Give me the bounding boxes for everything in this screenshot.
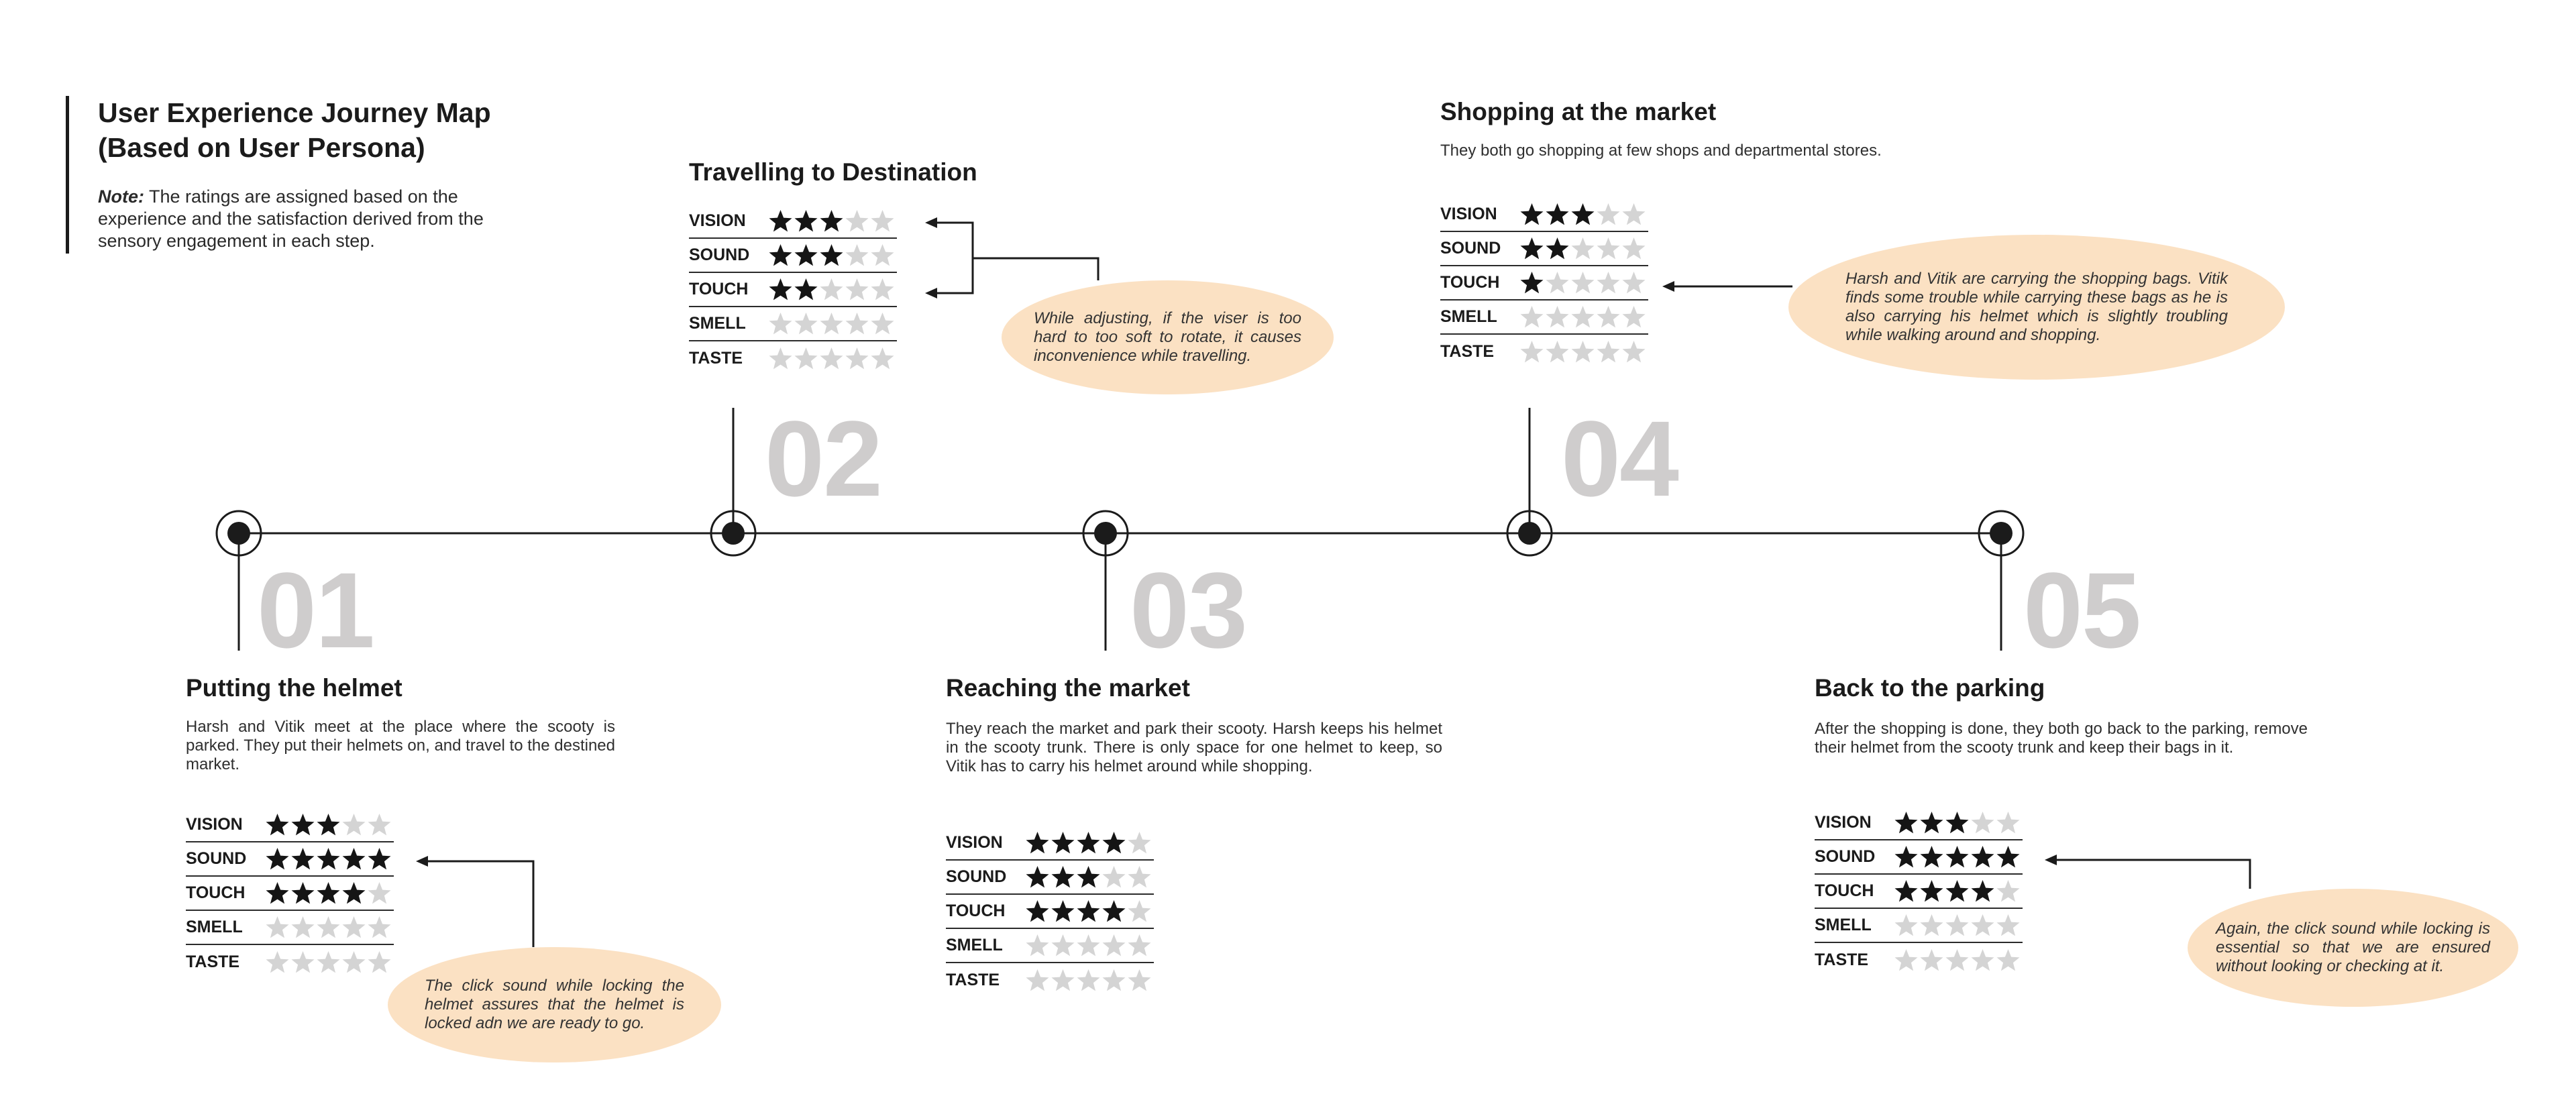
star-filled-icon (1996, 845, 2021, 869)
star-filled-icon (341, 881, 366, 905)
star-empty-icon (1570, 340, 1595, 364)
note-label: Note: (98, 186, 144, 207)
arrowhead-04 (1662, 281, 1674, 292)
star-filled-icon (1051, 865, 1075, 889)
star-rating (1519, 203, 1647, 226)
sense-label: TOUCH (1440, 273, 1500, 292)
rating-row-taste (1815, 943, 2023, 977)
star-filled-icon (265, 813, 290, 836)
annotation-text-05: Again, the click sound while locking is essential so that we are ensured without looking or checking at it. (2216, 920, 2490, 975)
star-empty-icon (870, 278, 895, 301)
step-number-02: 02 (765, 398, 881, 518)
rating-table-05 (1815, 806, 2023, 977)
star-empty-icon (1570, 271, 1595, 294)
sense-label: TOUCH (946, 901, 1006, 920)
star-empty-icon (845, 347, 869, 370)
star-filled-icon (316, 847, 341, 871)
sense-label: SMELL (1815, 916, 1872, 934)
star-rating (265, 881, 392, 905)
annotation-text-02: While adjusting, if the viser is too hard to too soft to rotate, it causes inconvenience while travelling. (1034, 309, 1301, 365)
rating-row-sound (1440, 232, 1648, 266)
star-filled-icon (768, 278, 793, 301)
step-number-04: 04 (1561, 398, 1678, 518)
rating-row-sound (1815, 840, 2023, 875)
star-empty-icon (1894, 914, 1919, 937)
star-filled-icon (265, 881, 290, 905)
rating-row-sound (186, 842, 394, 877)
step-desc-01: Harsh and Vitik meet at the place where the scooty is parked. They put their helmets on, and travel to the destined market. (186, 718, 615, 773)
star-rating (1025, 899, 1152, 923)
step-title-04: Shopping at the market (1440, 98, 1717, 125)
sense-label: TOUCH (1815, 881, 1874, 900)
connector-02 (932, 223, 1098, 280)
page-title-line-1: User Experience Journey Map (98, 97, 491, 128)
star-rating (1519, 305, 1647, 329)
star-filled-icon (1076, 865, 1101, 889)
annotation-bubble-04 (1788, 235, 2285, 380)
star-rating (1519, 271, 1647, 294)
sense-label: VISION (689, 211, 746, 230)
rating-table-04 (1440, 198, 1648, 369)
star-filled-icon (1545, 203, 1570, 226)
star-rating (1025, 831, 1152, 855)
star-empty-icon (1996, 879, 2021, 903)
star-empty-icon (1596, 271, 1621, 294)
star-empty-icon (341, 813, 366, 836)
sense-label: SOUND (1815, 847, 1876, 866)
star-rating (1894, 948, 2021, 972)
sense-label: TASTE (946, 971, 1000, 989)
sense-label: TOUCH (689, 280, 749, 298)
sense-label: TASTE (186, 952, 240, 971)
step-desc-04: They both go shopping at few shops and departmental stores. (1440, 142, 1882, 160)
rating-row-touch (1815, 875, 2023, 909)
rating-row-taste (946, 963, 1154, 997)
rating-row-sound (689, 239, 897, 273)
star-empty-icon (845, 243, 869, 267)
step-title-01: Putting the helmet (186, 674, 402, 702)
rating-row-taste (1440, 335, 1648, 369)
star-filled-icon (768, 209, 793, 233)
sense-label: VISION (1440, 205, 1497, 223)
star-filled-icon (341, 847, 366, 871)
star-empty-icon (290, 916, 315, 939)
star-empty-icon (1596, 203, 1621, 226)
star-rating (768, 243, 896, 267)
sense-label: SMELL (1440, 307, 1497, 326)
arrowhead-02b (925, 288, 937, 298)
star-empty-icon (341, 950, 366, 974)
star-empty-icon (1102, 934, 1126, 957)
star-empty-icon (870, 209, 895, 233)
star-empty-icon (1051, 934, 1075, 957)
step-desc-05: After the shopping is done, they both go back to the parking, remove their helmet from the scooty trunk and keep their bags in it. (1815, 720, 2308, 757)
rating-row-vision (1440, 198, 1648, 232)
star-empty-icon (768, 347, 793, 370)
rating-row-touch (1440, 266, 1648, 300)
star-empty-icon (794, 347, 818, 370)
star-filled-icon (290, 813, 315, 836)
star-rating (1519, 237, 1647, 260)
star-filled-icon (1919, 811, 1944, 834)
arrowhead-05 (2045, 855, 2057, 865)
star-empty-icon (316, 916, 341, 939)
rating-table-02 (689, 205, 897, 376)
star-empty-icon (1127, 865, 1152, 889)
star-empty-icon (794, 312, 818, 335)
star-filled-icon (1970, 879, 1995, 903)
star-empty-icon (367, 916, 392, 939)
star-filled-icon (1519, 271, 1544, 294)
star-empty-icon (1621, 305, 1646, 329)
star-empty-icon (1127, 831, 1152, 855)
star-rating (768, 312, 896, 335)
star-filled-icon (819, 209, 844, 233)
star-empty-icon (1996, 811, 2021, 834)
star-filled-icon (290, 847, 315, 871)
star-filled-icon (794, 209, 818, 233)
rating-row-sound (946, 861, 1154, 895)
star-empty-icon (1919, 914, 1944, 937)
star-filled-icon (290, 881, 315, 905)
star-rating (768, 278, 896, 301)
star-empty-icon (1970, 811, 1995, 834)
sense-label: TASTE (689, 349, 743, 368)
star-empty-icon (845, 278, 869, 301)
star-filled-icon (1102, 831, 1126, 855)
star-empty-icon (1996, 948, 2021, 972)
star-empty-icon (845, 209, 869, 233)
star-filled-icon (794, 243, 818, 267)
rating-row-touch (946, 895, 1154, 929)
star-empty-icon (341, 916, 366, 939)
star-empty-icon (845, 312, 869, 335)
step-title-05: Back to the parking (1815, 674, 2045, 702)
star-empty-icon (316, 950, 341, 974)
step-number-01: 01 (257, 550, 374, 670)
rating-row-smell (946, 929, 1154, 963)
star-empty-icon (367, 813, 392, 836)
star-filled-icon (768, 243, 793, 267)
sense-label: VISION (946, 833, 1003, 852)
step-number-03: 03 (1130, 550, 1246, 670)
star-rating (1025, 969, 1152, 992)
star-empty-icon (768, 312, 793, 335)
star-empty-icon (1970, 948, 1995, 972)
star-filled-icon (1519, 237, 1544, 260)
star-rating (1025, 934, 1152, 957)
step-desc-03: They reach the market and park their scooty. Harsh keeps his helmet in the scooty trunk. There is only space for one helmet to keep, so Vitik has to carry his helmet around while shopping. (946, 720, 1442, 775)
annotation-bubble-02 (1002, 280, 1334, 394)
star-empty-icon (1945, 948, 1970, 972)
star-filled-icon (367, 847, 392, 871)
page-title-line-2: (Based on User Persona) (98, 132, 425, 163)
star-empty-icon (1596, 305, 1621, 329)
star-filled-icon (316, 813, 341, 836)
sense-label: SOUND (689, 245, 750, 264)
star-empty-icon (1970, 914, 1995, 937)
annotation-text-04: Harsh and Vitik are carrying the shopping bags. Vitik finds some trouble while carrying these bags as he is also carrying his helmet which is slightly troubling while walking around and shopping. (1845, 270, 2228, 344)
star-empty-icon (1102, 969, 1126, 992)
star-rating (1894, 845, 2021, 869)
star-filled-icon (1025, 865, 1050, 889)
star-empty-icon (290, 950, 315, 974)
star-rating (265, 950, 392, 974)
step-number-05: 05 (2023, 550, 2140, 670)
star-filled-icon (265, 847, 290, 871)
rating-row-touch (689, 273, 897, 307)
sense-label: TASTE (1815, 950, 1869, 969)
star-empty-icon (1621, 340, 1646, 364)
star-rating (265, 916, 392, 939)
star-filled-icon (1076, 899, 1101, 923)
star-empty-icon (870, 312, 895, 335)
star-empty-icon (1051, 969, 1075, 992)
star-empty-icon (1127, 969, 1152, 992)
star-empty-icon (819, 347, 844, 370)
star-empty-icon (1621, 271, 1646, 294)
star-empty-icon (1127, 899, 1152, 923)
star-filled-icon (1894, 811, 1919, 834)
star-empty-icon (265, 916, 290, 939)
sense-label: TOUCH (186, 883, 246, 902)
sense-label: SOUND (1440, 239, 1501, 258)
star-filled-icon (1519, 203, 1544, 226)
star-empty-icon (1025, 934, 1050, 957)
star-empty-icon (819, 312, 844, 335)
star-empty-icon (1621, 237, 1646, 260)
rating-table-03 (946, 826, 1154, 997)
star-filled-icon (1025, 831, 1050, 855)
star-empty-icon (1894, 948, 1919, 972)
sense-label: VISION (1815, 813, 1872, 832)
star-empty-icon (1996, 914, 2021, 937)
connector-02b (932, 258, 973, 293)
sense-label: TASTE (1440, 342, 1495, 361)
star-rating (768, 347, 896, 370)
rating-row-vision (186, 808, 394, 842)
star-empty-icon (870, 243, 895, 267)
sense-label: SOUND (186, 849, 247, 868)
rating-row-taste (689, 341, 897, 376)
star-rating (1519, 340, 1647, 364)
rating-row-smell (1440, 300, 1648, 335)
star-filled-icon (1025, 899, 1050, 923)
star-rating (1025, 865, 1152, 889)
star-filled-icon (1051, 899, 1075, 923)
sense-label: SMELL (689, 314, 746, 333)
star-filled-icon (316, 881, 341, 905)
star-rating (1894, 879, 2021, 903)
rating-row-vision (946, 826, 1154, 861)
star-filled-icon (819, 243, 844, 267)
star-empty-icon (367, 950, 392, 974)
star-empty-icon (1919, 948, 1944, 972)
annotation-bubble-05 (2188, 889, 2518, 1007)
step-title-03: Reaching the market (946, 674, 1190, 702)
star-empty-icon (1025, 969, 1050, 992)
sense-label: SOUND (946, 867, 1007, 886)
rating-table-01 (186, 808, 394, 979)
star-filled-icon (1894, 879, 1919, 903)
star-rating (768, 209, 896, 233)
star-rating (265, 847, 392, 871)
rating-row-smell (186, 911, 394, 945)
star-empty-icon (1076, 934, 1101, 957)
arrowhead-02a (925, 217, 937, 228)
rating-row-vision (1815, 806, 2023, 840)
rating-row-smell (1815, 909, 2023, 943)
sense-label: SMELL (946, 936, 1003, 954)
star-empty-icon (1570, 305, 1595, 329)
step-title-02: Travelling to Destination (689, 158, 977, 186)
star-filled-icon (1570, 203, 1595, 226)
star-rating (1894, 914, 2021, 937)
annotation-text-01: The click sound while locking the helmet assures that the helmet is locked adn we are ready to go. (425, 977, 684, 1032)
star-filled-icon (1545, 237, 1570, 260)
star-filled-icon (794, 278, 818, 301)
rating-row-smell (689, 307, 897, 341)
star-empty-icon (1945, 914, 1970, 937)
star-empty-icon (1621, 203, 1646, 226)
arrowhead-01 (416, 856, 428, 867)
star-empty-icon (1545, 271, 1570, 294)
connector-05 (2053, 860, 2250, 889)
star-filled-icon (1102, 899, 1126, 923)
rating-row-taste (186, 945, 394, 979)
star-empty-icon (1596, 237, 1621, 260)
star-filled-icon (1945, 879, 1970, 903)
star-filled-icon (1076, 831, 1101, 855)
star-empty-icon (367, 881, 392, 905)
star-empty-icon (870, 347, 895, 370)
star-empty-icon (1545, 305, 1570, 329)
star-empty-icon (1076, 969, 1101, 992)
star-empty-icon (1102, 865, 1126, 889)
star-filled-icon (1970, 845, 1995, 869)
star-empty-icon (1570, 237, 1595, 260)
star-filled-icon (1919, 879, 1944, 903)
rating-row-vision (689, 205, 897, 239)
star-empty-icon (1545, 340, 1570, 364)
rating-row-touch (186, 877, 394, 911)
sense-label: SMELL (186, 918, 243, 936)
star-empty-icon (1519, 305, 1544, 329)
annotation-bubble-01 (388, 947, 721, 1062)
star-filled-icon (1945, 845, 1970, 869)
star-empty-icon (1519, 340, 1544, 364)
star-empty-icon (1596, 340, 1621, 364)
note-text: The ratings are assigned based on the experience and the satisfaction derived from the sensory engagement in each step. (98, 186, 484, 251)
star-empty-icon (1127, 934, 1152, 957)
star-filled-icon (1945, 811, 1970, 834)
star-filled-icon (1894, 845, 1919, 869)
star-rating (1894, 811, 2021, 834)
star-rating (265, 813, 392, 836)
star-filled-icon (1051, 831, 1075, 855)
star-filled-icon (1919, 845, 1944, 869)
star-empty-icon (265, 950, 290, 974)
sense-label: VISION (186, 815, 243, 834)
star-empty-icon (819, 278, 844, 301)
connector-01 (423, 861, 533, 947)
